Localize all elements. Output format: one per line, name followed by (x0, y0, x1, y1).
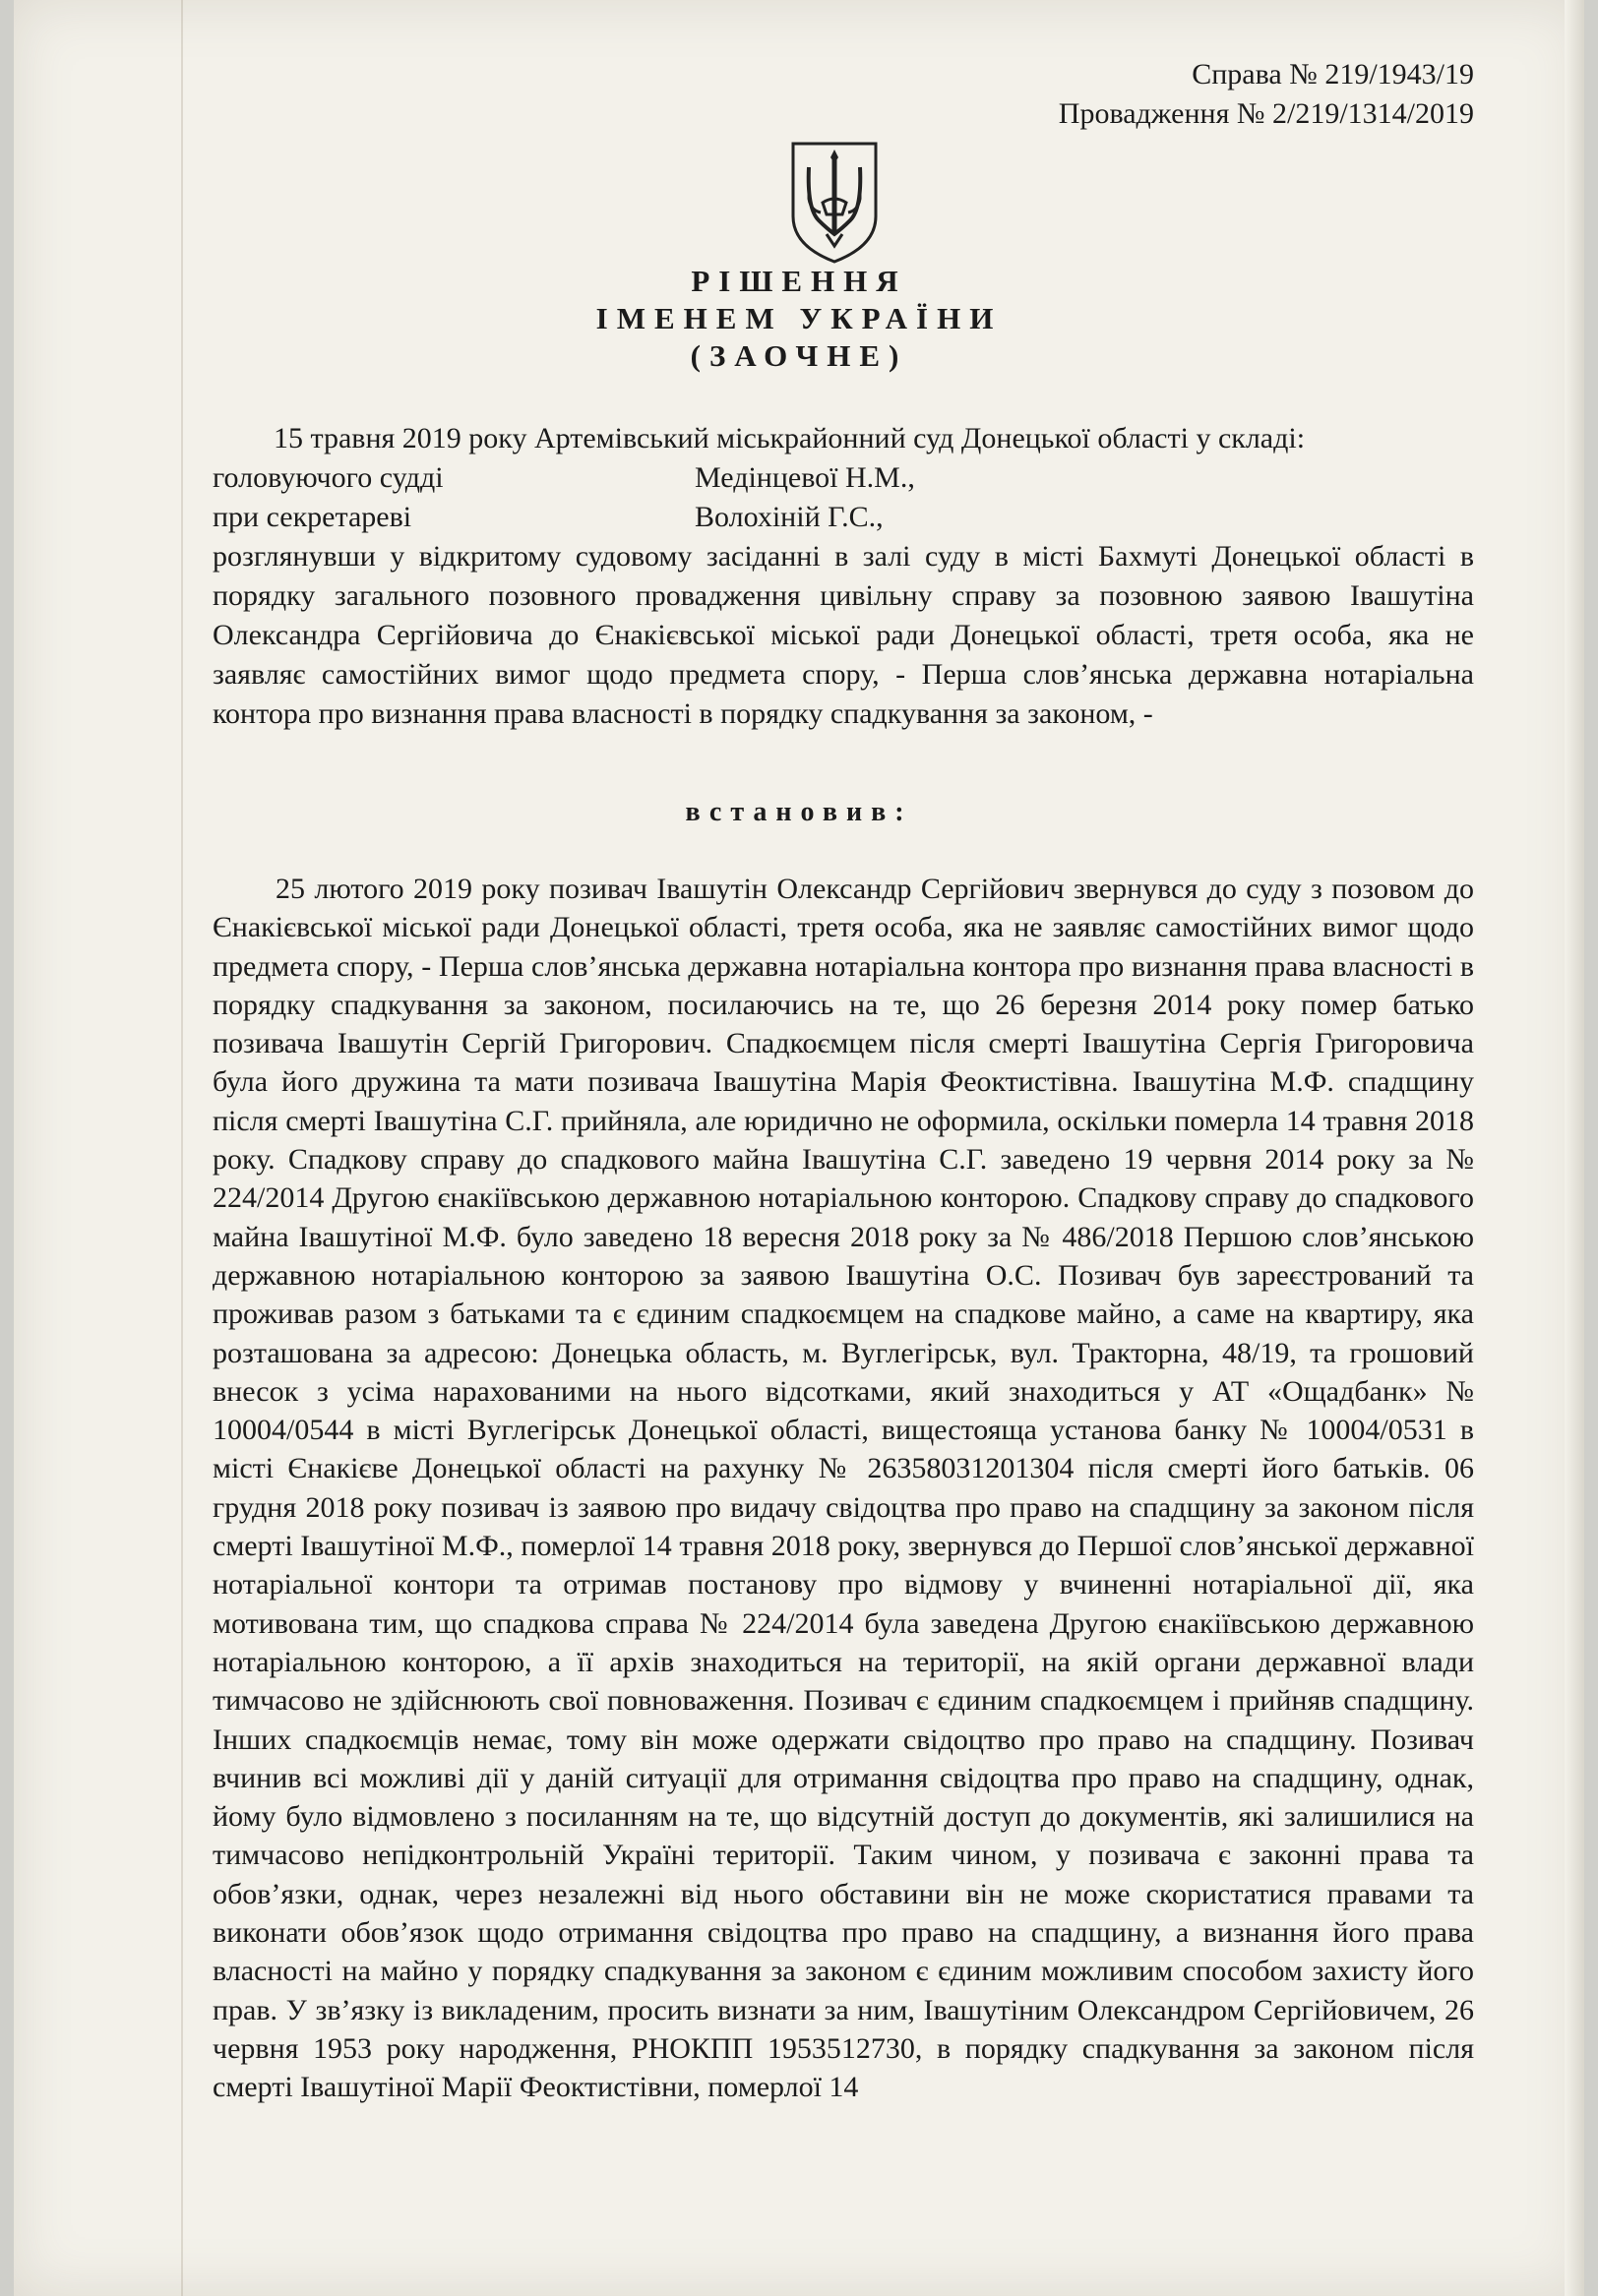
secretary-label: при секретареві (213, 501, 412, 533)
body-paragraph: 25 лютого 2019 року позивач Івашутін Олександр Сергійович звернувся до суду з позовом до Єнакієвської міської ради Донецької області, третя особа, яка не заявляє самостійних вимог щодо предмета спору, - Перша слов’янська державна нотаріальна контора про визнання права власності в порядку спадкування за законом, посилаючись на те, що 26 березня 2014 року помер батько позивача Івашутін Сергій Григорович. Спадкоємцем після смерті Івашутіна Сергія Григоровича була його дружина та мати позивача Івашутіна Марія Феоктистівна. Івашутіна М.Ф. спадщину після смерті Івашутіна С.Г. прийняла, але юридично не оформила, оскільки померла 14 травня 2018 року. Спадкову справу до спадкового майна Івашутіна С.Г. заведено 19 червня 2014 року за № 224/2014 Другою єнакіївською державною нотаріальною конторою. Спадкову справу до спадкового майна Івашутіної М.Ф. було заведено 18 вересня 2018 року за № 486/2018 Першою слов’янською державною нотаріальною конторою за заявою Івашутіна О.С. Позивач був зареєстрований та проживав разом з батьками та є єдиним спадкоємцем на спадкове майно, а саме на квартиру, яка розташована за адресою: Донецька область, м. Вуглегірськ, вул. Тракторна, 48/19, та грошовий внесок з усіма нарахованими на нього відсотками, який знаходиться у АТ «Ощадбанк» № 10004/0544 в місті Вуглегірськ Донецької області, вищестояща установа банку № 10004/0531 в місті Єнакієве Донецької області на рахунку № 26358031201304 після смерті його батьків. 06 грудня 2018 року позивач із заявою про видачу свідоцтва про право на спадщину за законом після смерті Івашутіної М.Ф., померлої 14 травня 2018 року, звернувся до Першої слов’янської державної нотаріальної контори та отримав постанову про відмову у вчиненні нотаріальної дії, яка мотивована тим, що спадкова справа № 224/2014 була заведена Другою єнакіївською державною нотаріальною конторою, а її архів знаходиться на території, на якій органи державної влади тимчасово не здійснюють свої повноваження. Позивач є єдиним спадкоємцем і прийняв спадщину. Інших спадкоємців немає, тому він може одержати свідоцтво про право на спадщину. Позивач вчинив всі можливі дії у даній ситуації для отримання свідоцтва про право на спадщину, однак, йому було відмовлено з посиланням на те, що відсутній доступ до документів, які залишилися на тимчасово непідконтрольній Україні території. Таким чином, у позивача є законні права та обов’язки, однак, через незалежні від нього обставини він не може скористатися правами та виконати обов’язок щодо отримання свідоцтва про право на спадщину, а визнання його права власності на майно у порядку спадкування за законом є єдиним можливим способом захисту його прав. У зв’язку із викладеним, просить визнати за ним, Івашутіним Олександром Сергійовичем, 26 червня 1953 року народження, РНОКПП 1953512730, в порядку спадкування за законом після смерті Івашутіної Марії Феоктистівни, померлої 14 (213, 873, 1474, 2104)
judge-row (213, 458, 915, 498)
trident-emblem-icon (787, 140, 882, 266)
considered-paragraph: розглянувши у відкритому судовому засіданні в залі суду в місті Бахмуті Донецької області в порядку загального позовного провадження цивільну справу за позовною заявою Івашутіна Олександра Сергійовича до Єнакієвської міської ради Донецької області, третя особа, яка не заявляє самостійних вимог щодо предмета спору, - Перша слов’янська державна нотаріальна контора про визнання права власності в порядку спадкування за законом, - (213, 540, 1474, 730)
secretary-name: Волохіній Г.С., (695, 501, 884, 533)
intro-line: 15 травня 2019 року Артемівський міськрайонний суд Донецької області у складі: (274, 422, 1306, 454)
case-info (1059, 55, 1474, 134)
document-type: (ЗАОЧНЕ) (690, 338, 908, 373)
case-number: Справа № 219/1943/19 (1192, 58, 1474, 91)
secretary-row (213, 498, 884, 537)
document-subtitle: ІМЕНЕМ УКРАЇНИ (595, 301, 1003, 335)
judge-name: Медінцевої Н.М., (695, 461, 915, 494)
judge-label: головуючого судді (213, 461, 444, 494)
proceeding-number: Провадження № 2/219/1314/2019 (1058, 97, 1474, 130)
established-heading: встановив: (685, 797, 913, 827)
document-title: РІШЕННЯ (691, 264, 907, 298)
